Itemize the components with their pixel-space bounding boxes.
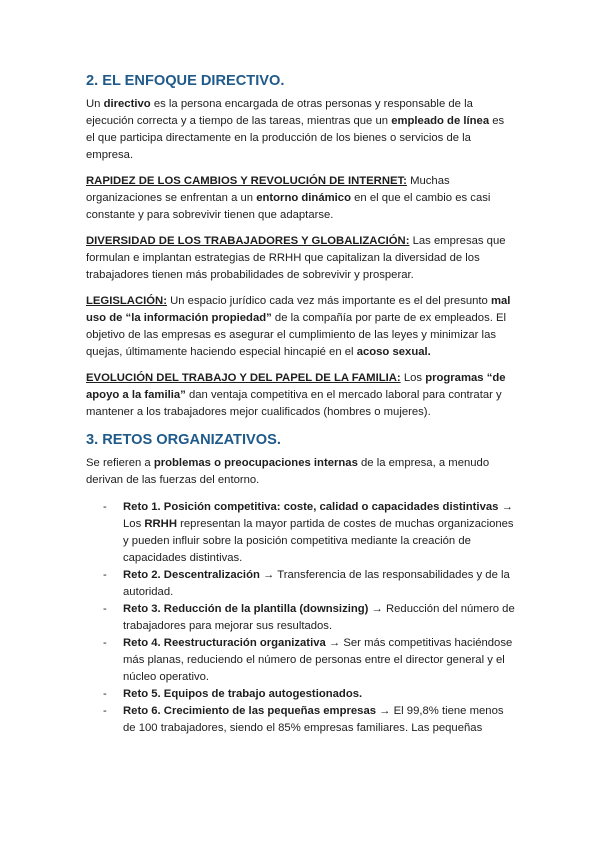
heading-familia: EVOLUCIÓN DEL TRABAJO Y DEL PAPEL DE LA FAMILIA:	[86, 372, 401, 384]
text-run: → Reducción del número de trabajadores para mejorar sus resultados.	[123, 603, 515, 632]
text-run: Muchas organizaciones se enfrentan a un	[86, 175, 450, 204]
list-item	[86, 499, 516, 567]
bold-text: RRHH	[144, 518, 177, 530]
section-2-intro	[86, 96, 516, 164]
text-run: Las empresas que formulan e implantan estrategias de RRHH que capitalizan la diversidad de los trabajadores tienen más probabilidades de sobrevivir y prosperar.	[86, 235, 506, 281]
bold-text: programas “de apoyo a la familia”	[86, 372, 506, 401]
bullet-dash: -	[103, 603, 107, 615]
text-run: → El 99,8% tiene menos de 100 trabajadores, siendo el 85% empresas familiares. Las pequeñas	[123, 705, 504, 734]
paragraph-legislacion	[86, 293, 516, 361]
bold-text: Reto 1. Posición competitiva: coste, calidad o capacidades distintivas	[123, 501, 499, 513]
text-run: de la empresa, a menudo derivan de las fuerzas del entorno.	[86, 457, 490, 486]
text-run: es la persona encargada de otras personas y responsable de la ejecución correcta y a tiempo de las tareas, mientras que un	[86, 98, 473, 127]
text-run: es el que participa directamente en la producción de los bienes o servicios de la empresa.	[86, 115, 505, 161]
text-run: Los	[400, 372, 426, 384]
bold-text: Reto 5. Equipos de trabajo autogestionados.	[123, 688, 363, 700]
section-3-title: 3. RETOS ORGANIZATIVOS.	[86, 432, 281, 448]
text-run: en el que el cambio es casi constante y para sobrevivir tienen que adaptarse.	[86, 192, 491, 221]
text-run: Se refieren a	[86, 457, 154, 469]
bold-text: Reto 2. Descentralización	[123, 569, 260, 581]
bold-text: Reto 3. Reducción de la plantilla (downsizing)	[123, 603, 369, 615]
text-run: → Transferencia de las responsabilidades y de la autoridad.	[123, 569, 510, 598]
section-2-title: 2. EL ENFOQUE DIRECTIVO.	[86, 73, 285, 89]
text-run: representan la mayor partida de costes de muchas organizaciones y pueden influir sobre la posición competitiva mediante la creación de capacidades distintivas.	[123, 518, 514, 564]
bold-text: acoso sexual.	[356, 346, 431, 358]
retos-list	[86, 499, 516, 737]
text-run: dan ventaja competitiva en el mercado laboral para contratar y mantener a los trabajadores mejor cualificados (hombres o mujeres).	[86, 389, 502, 418]
bold-text: problemas o preocupaciones internas	[153, 457, 358, 469]
text-run: → Ser más competitivas haciéndose más planas, reduciendo el número de personas entre el director general y el núcleo operativo.	[123, 637, 513, 683]
section-3-intro	[86, 455, 516, 489]
bullet-dash: -	[103, 569, 107, 581]
list-item	[86, 703, 516, 737]
list-item	[86, 686, 516, 703]
document-page	[86, 72, 516, 737]
bullet-dash: -	[103, 637, 107, 649]
heading-legislacion: LEGISLACIÓN:	[86, 295, 167, 307]
bold-text: mal uso de “la información propiedad”	[86, 295, 511, 324]
list-item	[86, 601, 516, 635]
bold-text: Reto 4. Reestructuración organizativa	[123, 637, 326, 649]
list-item	[86, 567, 516, 601]
heading-diversidad: DIVERSIDAD DE LOS TRABAJADORES Y GLOBALIZACIÓN:	[86, 235, 410, 247]
bold-text: directivo	[103, 98, 151, 110]
bold-text: entorno dinámico	[256, 192, 351, 204]
text-run: Un	[86, 98, 104, 110]
heading-internet: RAPIDEZ DE LOS CAMBIOS Y REVOLUCIÓN DE INTERNET:	[86, 175, 407, 187]
bold-text: Reto 6. Crecimiento de las pequeñas empresas	[123, 705, 377, 717]
paragraph-diversidad	[86, 233, 516, 284]
bullet-dash: -	[103, 688, 107, 700]
bullet-dash: -	[103, 501, 107, 513]
bullet-dash: -	[103, 705, 107, 717]
paragraph-internet	[86, 173, 516, 224]
list-item	[86, 635, 516, 686]
text-run: → Los	[123, 501, 513, 530]
bold-text: empleado de línea	[391, 115, 490, 127]
text-run: de la compañía por parte de ex empleados. El objetivo de las empresas es asegurar el cumplimiento de las leyes y minimizar las quejas, últimamente haciendo especial hincapié en el	[86, 312, 507, 358]
text-run: Un espacio jurídico cada vez más importante es el del presunto	[166, 295, 491, 307]
paragraph-familia	[86, 370, 516, 421]
